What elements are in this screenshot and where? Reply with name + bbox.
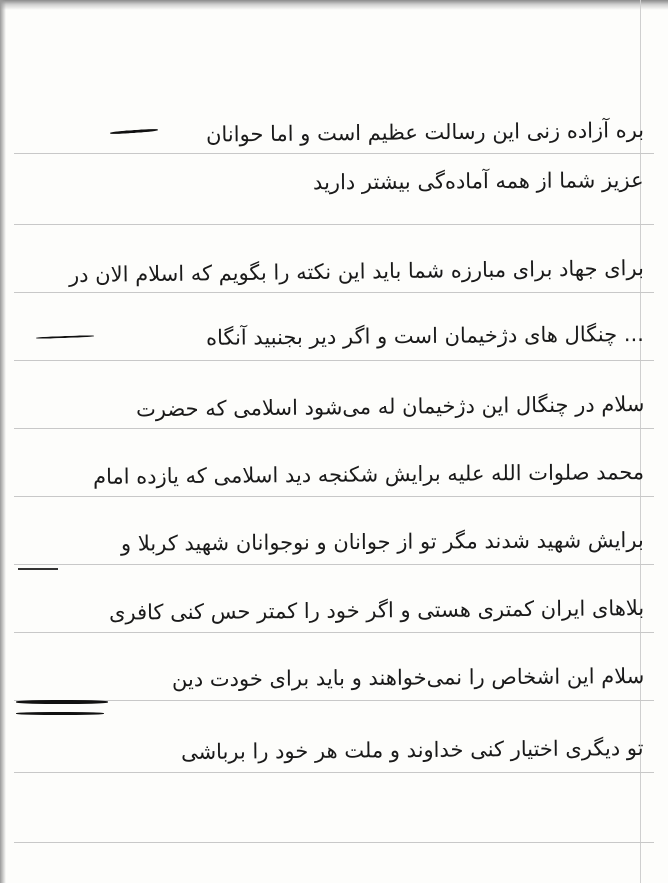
handwritten-line: سلام این اشخاص را نمی‌خواهند و باید برای خودت دین xyxy=(171,664,645,692)
ruled-line xyxy=(14,428,654,429)
ruled-line xyxy=(14,700,654,701)
ruled-line xyxy=(14,842,654,843)
margin-stroke xyxy=(18,568,58,570)
crossed-out-scribble xyxy=(36,335,94,339)
handwritten-line: محمد صلوات الله علیه برایش شکنجه دید اسلامی که یازده امام xyxy=(92,460,645,489)
handwritten-line: عزیز شما از همه آماده‌گی بیشتر دارید xyxy=(313,168,645,195)
scan-top-shadow xyxy=(0,0,668,10)
handwritten-line: تو دیگری اختیار کنی خداوند و ملت هر خود را برباشی xyxy=(181,736,645,765)
scan-left-edge xyxy=(0,0,6,883)
ruled-line xyxy=(14,360,654,361)
ruled-line xyxy=(14,632,654,633)
ruled-line xyxy=(14,772,654,773)
handwritten-line: بره آزاده زنی این رسالت عظیم است و اما حوانان xyxy=(205,118,645,147)
ruled-line xyxy=(14,496,654,497)
ruled-line xyxy=(14,564,654,565)
crossed-out-scribble xyxy=(110,128,158,134)
handwritten-line: برای جهاد برای مبارزه شما باید این نکته را بگویم که اسلام الان در xyxy=(69,256,645,288)
crossed-out-scribble xyxy=(16,712,104,715)
ruled-line xyxy=(14,153,654,154)
ruled-line xyxy=(14,292,654,293)
handwritten-line: سلام در چنگال این دژخیمان له می‌شود اسلامی که حضرت xyxy=(135,392,645,422)
ruled-line xyxy=(14,224,654,225)
crossed-out-scribble xyxy=(16,700,108,704)
handwritten-line: بلاهای ایران کمتری هستی و اگر خود را کمتر حس کنی کافری xyxy=(108,596,645,625)
handwritten-line: ... چنگال های دژخیمان است و اگر دیر بجنبید آنگاه xyxy=(206,322,645,350)
handwritten-line: برایش شهید شدند مگر تو از جوانان و نوجوانان شهید کربلا و xyxy=(121,528,645,556)
